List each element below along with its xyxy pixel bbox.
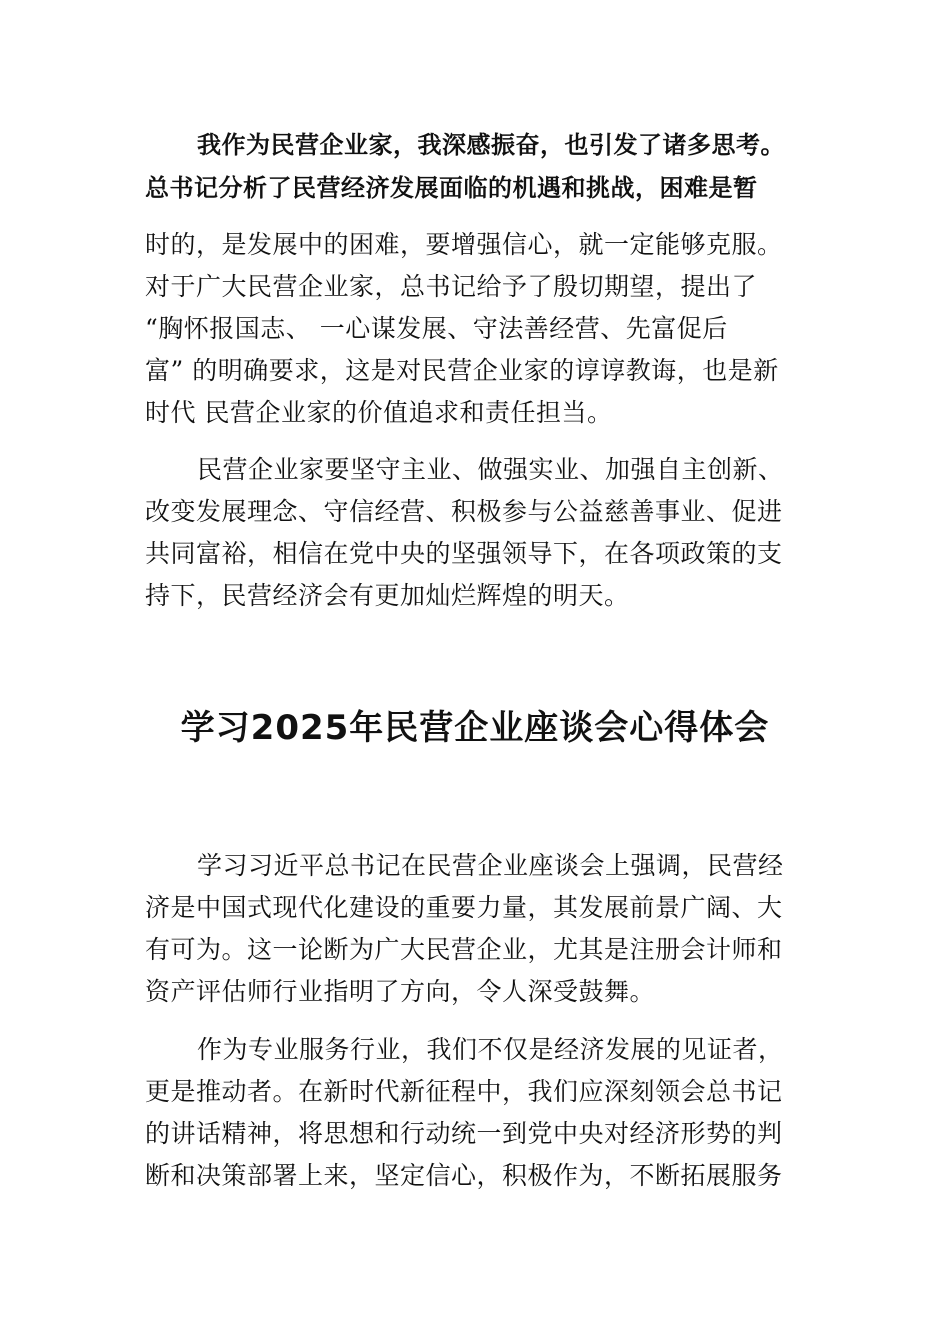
s1-para1-line-2: 对于广大民营企业家，总书记给予了殷切期望，提出了	[145, 272, 758, 301]
bold-line-1: 我作为民营企业家，我深感振奋，也引发了诸多思考。	[197, 131, 785, 159]
s2-para1-line-4: 资产评估师行业指明了方向，令人深受鼓舞。	[145, 977, 656, 1006]
s2-para1-line-1: 学习习近平总书记在民营企业座谈会上强调，民营经	[197, 851, 784, 880]
s1-para2-line-2: 改变发展理念、守信经营、积极参与公益慈善事业、促进	[145, 497, 783, 526]
s1-para1-line-1: 时的，是发展中的困难，要增强信心，就一定能够克服。	[145, 230, 783, 259]
s2-para1-line-2: 济是中国式现代化建设的重要力量，其发展前景广阔、大	[145, 893, 783, 922]
s2-para2-line-1: 作为专业服务行业，我们不仅是经济发展的见证者，	[197, 1035, 784, 1064]
s2-para2-line-2: 更是推动者。在新时代新征程中，我们应深刻领会总书记	[145, 1077, 783, 1106]
s1-para2-line-4: 持下，民营经济会有更加灿烂辉煌的明天。	[145, 581, 630, 610]
s1-para1-line-5: 时代 民营企业家的价值追求和责任担当。	[145, 398, 613, 427]
s1-para1-line-3: “胸怀报国志、 一心谋发展、守法善经营、先富促后	[145, 314, 728, 343]
s2-para1-line-3: 有可为。这一论断为广大民营企业，尤其是注册会计师和	[145, 935, 783, 964]
s1-para2-line-3: 共同富裕，相信在党中央的坚强领导下，在各项政策的支	[145, 539, 783, 568]
s2-para2-line-4: 断和决策部署上来，坚定信心，积极作为，不断拓展服务	[145, 1161, 783, 1190]
bold-line-2: 总书记分析了民营经济发展面临的机遇和挑战，困难是暂	[145, 174, 758, 202]
s2-para2-line-3: 的讲话精神，将思想和行动统一到党中央对经济形势的判	[145, 1119, 783, 1148]
s1-para1-line-4: 富” 的明确要求，这是对民营企业家的谆谆教诲，也是新	[145, 356, 779, 385]
document-title: 学习2025年民营企业座谈会心得体会	[180, 708, 770, 748]
s1-para2-line-1: 民营企业家要坚守主业、做强实业、加强自主创新、	[197, 455, 784, 484]
